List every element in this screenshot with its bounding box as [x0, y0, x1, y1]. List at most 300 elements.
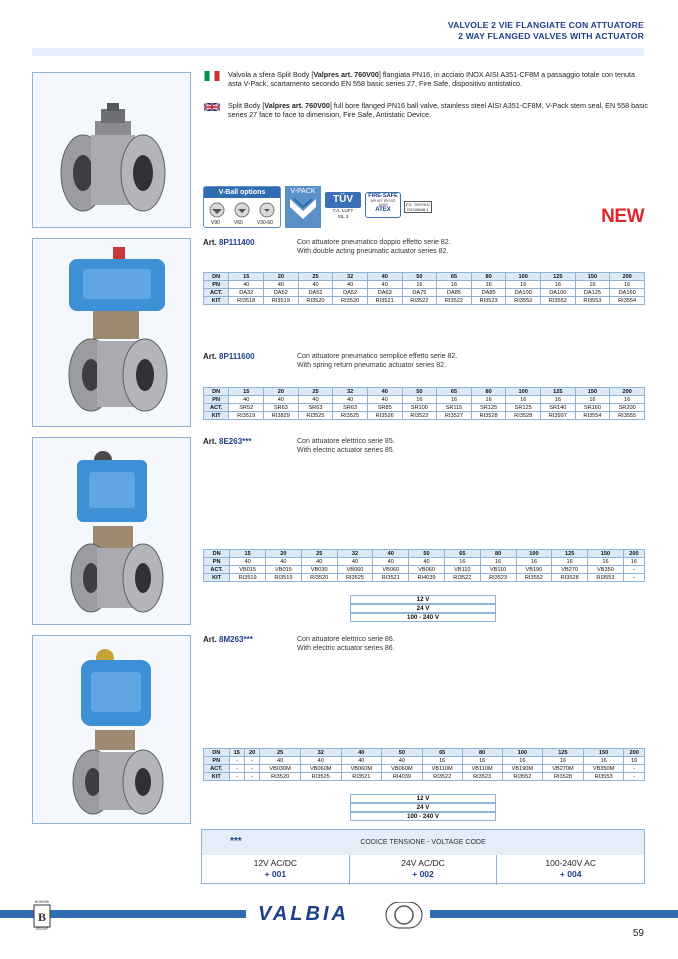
- vpack-label: V-PACK: [290, 188, 316, 195]
- table-cell: SR63: [264, 404, 299, 412]
- spec-table-8p111400: [203, 272, 645, 305]
- table-cell: DA75: [402, 289, 437, 297]
- row-label: PN: [204, 558, 230, 566]
- valve-drawing: [33, 73, 191, 228]
- table-cell: RI3525: [298, 412, 333, 420]
- table-cell: -: [623, 566, 644, 574]
- table-cell: 40: [264, 396, 299, 404]
- table-cell: VB060: [337, 566, 373, 574]
- intro-en-post: ] full bore flanged PN16 ball valve, stainless steel AISI A351-CF8M, V-Pack stem seal, EN 558 basic series 27 face to face to dimension, Fire Safe, Antistatic Device.: [228, 100, 648, 120]
- table-cell: 40: [373, 558, 409, 566]
- table-cell: 100: [502, 749, 543, 757]
- table-cell: -: [244, 757, 259, 765]
- table-cell: 40: [409, 558, 445, 566]
- table-cell: DA32: [229, 289, 264, 297]
- table-row: [204, 388, 645, 396]
- firesafe-label: FIRE-SAFE: [368, 193, 398, 199]
- table-cell: SR52: [229, 404, 264, 412]
- table-row: [204, 558, 645, 566]
- table-cell: 16: [471, 281, 506, 289]
- table-cell: RI3519: [230, 574, 266, 582]
- table-row: [204, 773, 645, 781]
- table-cell: DA52: [333, 289, 368, 297]
- table-cell: DA125: [575, 289, 610, 297]
- table-cell: 150: [588, 550, 624, 558]
- table-cell: 200: [623, 550, 644, 558]
- table-cell: 20: [264, 273, 299, 281]
- desc-en: With spring return pneumatic actuator series 82.: [297, 362, 447, 369]
- table-cell: RI3526: [367, 412, 402, 420]
- table-cell: 16: [402, 396, 437, 404]
- table-row: [204, 297, 645, 305]
- table-cell: DA52: [298, 289, 333, 297]
- table-cell: 40: [373, 550, 409, 558]
- header-bar: [32, 48, 644, 56]
- table-cell: RI3554: [575, 412, 610, 420]
- table-cell: RI3829: [264, 412, 299, 420]
- voltage-code: + 004: [559, 869, 582, 879]
- art-code: 8P111600: [219, 352, 255, 361]
- desc-en: With electric actuator series 85.: [297, 447, 395, 454]
- table-cell: RI3525: [333, 412, 368, 420]
- desc-it: Con attuatore pneumatico doppio effetto serie 82.: [297, 239, 451, 246]
- table-row: [204, 757, 645, 765]
- table-cell: SR200: [610, 404, 645, 412]
- table-cell: VB110M: [462, 765, 502, 773]
- article-description: [297, 352, 457, 370]
- table-cell: 40: [367, 396, 402, 404]
- table-cell: VB015: [266, 566, 302, 574]
- vball-title: V-Ball options: [204, 187, 280, 198]
- table-cell: RI3521: [367, 297, 402, 305]
- table-cell: RI3520: [333, 297, 368, 305]
- table-cell: 40: [301, 558, 337, 566]
- group-logo-bottom: GROUP: [35, 927, 49, 931]
- voltage-code-box: [201, 829, 645, 884]
- table-cell: 16: [552, 558, 588, 566]
- vball-label-v30-60: V30-60: [256, 220, 273, 226]
- table-cell: DA85: [471, 289, 506, 297]
- table-cell: 65: [437, 388, 472, 396]
- tuv-sub: T.A. LUFT: [332, 208, 354, 213]
- table-cell: VB060: [409, 566, 445, 574]
- table-row: [204, 566, 645, 574]
- table-cell: 40: [367, 281, 402, 289]
- table-cell: VB030: [301, 566, 337, 574]
- table-cell: 65: [422, 749, 462, 757]
- table-row: [204, 550, 645, 558]
- table-cell: RI3522: [437, 297, 472, 305]
- spec-table-8m263: [203, 748, 645, 781]
- table-cell: RI3520: [301, 574, 337, 582]
- table-cell: 16: [588, 558, 624, 566]
- table-row: [204, 765, 645, 773]
- valbia-logo: VALBIA: [258, 903, 349, 925]
- article-8p111600: [203, 352, 255, 361]
- table-cell: RI3552: [502, 773, 543, 781]
- table-cell: SR85: [367, 404, 402, 412]
- table-cell: RI3527: [437, 412, 472, 420]
- table-cell: DA52: [264, 289, 299, 297]
- table-cell: -: [624, 765, 645, 773]
- desc-it: Con attuatore pneumatico semplice effetto serie 82.: [297, 353, 458, 360]
- table-cell: DA100: [541, 289, 576, 297]
- article-8m263: [203, 635, 253, 644]
- voltage-code: + 001: [264, 869, 287, 879]
- table-row: [204, 289, 645, 297]
- vpack-badge: [285, 186, 321, 228]
- article-description: [297, 437, 395, 455]
- table-cell: 40: [266, 558, 302, 566]
- table-cell: SR160: [575, 404, 610, 412]
- row-label: PN: [204, 281, 229, 289]
- table-cell: RI3528: [506, 412, 541, 420]
- table-cell: 15: [230, 550, 266, 558]
- table-cell: 32: [337, 550, 373, 558]
- row-label: PN: [204, 757, 230, 765]
- table-cell: VB110: [480, 566, 516, 574]
- table-cell: 40: [341, 757, 382, 765]
- table-cell: DA160: [610, 289, 645, 297]
- table-cell: 16: [610, 281, 645, 289]
- table-cell: 40: [298, 396, 333, 404]
- firesafe-sub: API 607 EN ISO 10497: [370, 199, 396, 207]
- table-cell: 50: [402, 273, 437, 281]
- art-code: 8E263***: [219, 437, 252, 446]
- intro-it-pre: Valvola a sfera Split Body [: [228, 70, 314, 79]
- art-label: Art.: [203, 238, 217, 247]
- table-cell: 16: [623, 558, 644, 566]
- table-cell: 40: [260, 757, 301, 765]
- art-label: Art.: [203, 635, 217, 644]
- table-cell: RI3525: [300, 773, 341, 781]
- electric-actuator-86-photo: [32, 635, 191, 824]
- intro-it-post: ] flangiata PN16, in acciaio INOX AISI A351-CF8M a passaggio totale con tenuta asta V-Pack, scartamento secondo EN 558 basic series 27, Fire Safe, dispositivo antistatico.: [228, 70, 636, 89]
- intro-italian: [228, 70, 648, 89]
- voltage-code-12v: [202, 855, 350, 885]
- table-cell: RI4039: [409, 574, 445, 582]
- table-cell: 16: [437, 396, 472, 404]
- tuv-sub2: SIL 3: [337, 214, 349, 219]
- header-title-it: VALVOLE 2 VIE FLANGIATE CON ATTUATORE: [447, 20, 644, 30]
- table-cell: 15: [229, 749, 244, 757]
- table-cell: 150: [575, 273, 610, 281]
- voltage-label: 24V AC/DC: [401, 858, 445, 868]
- table-cell: DA85: [437, 289, 472, 297]
- desc-en: With electric actuator series 86.: [297, 645, 395, 652]
- table-cell: 16: [402, 281, 437, 289]
- table-cell: 65: [437, 273, 472, 281]
- vball-label-v90: V90: [211, 220, 220, 226]
- table-cell: 50: [382, 749, 423, 757]
- table-cell: 40: [382, 757, 423, 765]
- intro-it-bold: Valpres art. 760V00: [313, 70, 379, 79]
- table-cell: 80: [471, 273, 506, 281]
- table-cell: SR140: [541, 404, 576, 412]
- fe-tested-label: F.E. TESTED: [406, 202, 430, 207]
- row-label: ACT.: [204, 404, 229, 412]
- desc-en: With double acting pneumatic actuator series 82.: [297, 248, 449, 255]
- voltage-row: 100 - 240 V: [350, 613, 496, 622]
- group-logo-top: BONOMI: [34, 900, 50, 904]
- voltage-row: 24 V: [350, 604, 496, 613]
- table-cell: DA100: [506, 289, 541, 297]
- table-cell: RI3519: [229, 412, 264, 420]
- table-cell: 200: [624, 749, 645, 757]
- table-cell: 50: [409, 550, 445, 558]
- table-row: [204, 396, 645, 404]
- voltage-label: 12V AC/DC: [253, 858, 298, 868]
- table-cell: 16: [444, 558, 480, 566]
- vpack-chevron-icon: [286, 195, 320, 223]
- table-cell: 125: [541, 273, 576, 281]
- table-cell: 65: [444, 550, 480, 558]
- table-cell: RI3523: [462, 773, 502, 781]
- intro-en-pre: Split Body [: [228, 100, 265, 110]
- row-label: DN: [204, 273, 229, 281]
- page-footer: [0, 902, 678, 932]
- table-cell: RI3553: [583, 773, 624, 781]
- intro-text: [204, 70, 648, 132]
- table-cell: 40: [367, 388, 402, 396]
- table-cell: 16: [543, 757, 584, 765]
- table-cell: 20: [266, 550, 302, 558]
- voltage-row: 12 V: [350, 794, 496, 803]
- table-cell: RI3525: [337, 574, 373, 582]
- table-cell: VB190M: [502, 765, 543, 773]
- table-cell: RI3518: [229, 297, 264, 305]
- table-cell: 20: [244, 749, 259, 757]
- pneumatic-valve-drawing: [33, 239, 191, 427]
- table-cell: DA63: [367, 289, 402, 297]
- table-cell: 150: [583, 749, 624, 757]
- table-cell: 150: [575, 388, 610, 396]
- table-cell: 40: [229, 396, 264, 404]
- intro-en-bold: Valpres art. 760V00: [264, 100, 330, 110]
- table-cell: 40: [341, 749, 382, 757]
- table-cell: 40: [229, 281, 264, 289]
- pneumatic-actuator-photo: [32, 238, 191, 427]
- table-cell: 100: [516, 550, 552, 558]
- table-cell: RI3519: [264, 297, 299, 305]
- row-label: ACT.: [204, 289, 229, 297]
- table-cell: 16: [471, 396, 506, 404]
- table-row: [204, 574, 645, 582]
- table-cell: RI3521: [341, 773, 382, 781]
- uk-flag-icon: [204, 102, 220, 112]
- table-cell: 40: [264, 281, 299, 289]
- art-label: Art.: [203, 437, 217, 446]
- table-row: [204, 404, 645, 412]
- svg-text:B: B: [37, 910, 47, 924]
- table-cell: 16: [506, 281, 541, 289]
- table-cell: RI3520: [298, 297, 333, 305]
- table-cell: -: [229, 757, 244, 765]
- table-cell: RI3528: [552, 574, 588, 582]
- table-cell: VB270M: [543, 765, 584, 773]
- table-cell: RI3552: [541, 297, 576, 305]
- intro-english: [228, 101, 648, 120]
- table-cell: 16: [610, 396, 645, 404]
- table-cell: SR63: [333, 404, 368, 412]
- row-label: ACT.: [204, 566, 230, 574]
- table-cell: -: [229, 773, 244, 781]
- vball-icons: [204, 200, 280, 220]
- table-cell: RI3553: [575, 297, 610, 305]
- article-8p111400: [203, 238, 255, 247]
- table-cell: 40: [337, 558, 373, 566]
- table-cell: RI3519: [266, 574, 302, 582]
- electric85-valve-drawing: [33, 438, 191, 625]
- table-cell: 16: [480, 558, 516, 566]
- certification-badges: [203, 186, 435, 228]
- table-cell: 16: [575, 281, 610, 289]
- table-cell: SR63: [298, 404, 333, 412]
- spec-table-8e263: [203, 549, 645, 582]
- table-cell: 16: [502, 757, 543, 765]
- spec-table-8p111600: [203, 387, 645, 420]
- electric-actuator-85-photo: [32, 437, 191, 625]
- atex-label: ATEX: [375, 207, 391, 213]
- table-cell: VB190: [516, 566, 552, 574]
- table-cell: 125: [543, 749, 584, 757]
- table-cell: -: [244, 773, 259, 781]
- fe-tested-sub: ISO15848-1: [407, 207, 429, 212]
- table-cell: RI3521: [373, 574, 409, 582]
- voltage-code-stars: ***: [230, 836, 242, 847]
- art-code: 8M263***: [219, 635, 253, 644]
- art-label: Art.: [203, 352, 217, 361]
- page-number: 59: [632, 928, 644, 939]
- table-cell: RI3554: [610, 297, 645, 305]
- table-cell: 40: [367, 273, 402, 281]
- valve-photo: [32, 72, 191, 228]
- table-cell: VB270: [552, 566, 588, 574]
- table-cell: 25: [260, 749, 301, 757]
- table-cell: VB060: [373, 566, 409, 574]
- electric86-valve-drawing: [33, 636, 191, 824]
- table-cell: VB060M: [382, 765, 423, 773]
- table-cell: RI3522: [402, 412, 437, 420]
- voltage-code-100-240v: [497, 855, 644, 885]
- vball-label-v60: V60: [233, 220, 243, 226]
- article-description: [297, 635, 395, 653]
- table-cell: 16: [516, 558, 552, 566]
- table-cell: RI3553: [588, 574, 624, 582]
- table-cell: VB060M: [341, 765, 382, 773]
- table-cell: RI3522: [422, 773, 462, 781]
- vball-options-badge: [203, 186, 281, 228]
- table-cell: -: [624, 773, 645, 781]
- table-cell: 25: [298, 273, 333, 281]
- table-cell: 16: [541, 396, 576, 404]
- table-cell: VB350M: [583, 765, 624, 773]
- voltage-row: 100 - 240 V: [350, 812, 496, 821]
- tuv-badge: [325, 192, 361, 226]
- table-cell: 80: [480, 550, 516, 558]
- table-cell: 32: [333, 273, 368, 281]
- page-header: [448, 20, 644, 42]
- table-cell: 15: [229, 388, 264, 396]
- table-cell: RI4039: [382, 773, 423, 781]
- table-cell: 40: [300, 757, 341, 765]
- table-cell: SR100: [402, 404, 437, 412]
- table-cell: RI3523: [480, 574, 516, 582]
- table-cell: VB110: [444, 566, 480, 574]
- table-cell: 200: [610, 273, 645, 281]
- table-cell: 80: [462, 749, 502, 757]
- table-cell: RI3520: [260, 773, 301, 781]
- voltage-code-header: [202, 830, 644, 855]
- table-row: [204, 273, 645, 281]
- table-cell: 16: [624, 757, 645, 765]
- table-cell: RI3522: [444, 574, 480, 582]
- table-cell: 32: [333, 388, 368, 396]
- table-cell: SR115: [437, 404, 472, 412]
- table-cell: 16: [506, 396, 541, 404]
- row-label: PN: [204, 396, 229, 404]
- firesafe-atex-badge: [365, 192, 435, 226]
- table-cell: 25: [298, 388, 333, 396]
- table-cell: 32: [300, 749, 341, 757]
- table-cell: VB030M: [260, 765, 301, 773]
- italian-flag-icon: [204, 71, 220, 81]
- row-label: KIT: [204, 297, 229, 305]
- voltage-code-24v: [350, 855, 498, 885]
- voltage-row: 24 V: [350, 803, 496, 812]
- row-label: DN: [204, 388, 229, 396]
- table-row: [204, 749, 645, 757]
- table-row: [204, 412, 645, 420]
- table-cell: 16: [437, 281, 472, 289]
- table-cell: 100: [506, 388, 541, 396]
- voltage-row: 12 V: [350, 595, 496, 604]
- voltage-label: 100-240V AC: [545, 858, 596, 868]
- table-cell: 16: [583, 757, 624, 765]
- table-cell: RI3522: [402, 297, 437, 305]
- table-cell: -: [623, 574, 644, 582]
- table-cell: RI3528: [471, 412, 506, 420]
- table-cell: 125: [541, 388, 576, 396]
- table-cell: RI3528: [543, 773, 584, 781]
- table-cell: 40: [333, 281, 368, 289]
- row-label: DN: [204, 550, 230, 558]
- article-description: [297, 238, 451, 256]
- table-cell: 15: [229, 273, 264, 281]
- table-cell: 80: [471, 388, 506, 396]
- table-cell: 200: [610, 388, 645, 396]
- table-cell: VB015: [230, 566, 266, 574]
- table-cell: 25: [301, 550, 337, 558]
- row-label: KIT: [204, 412, 229, 420]
- table-cell: 16: [462, 757, 502, 765]
- table-cell: 100: [506, 273, 541, 281]
- tuv-label: TÜV: [325, 192, 361, 208]
- table-cell: VB110M: [422, 765, 462, 773]
- row-label: DN: [204, 749, 230, 757]
- header-title-en: 2 WAY FLANGED VALVES WITH ACTUATOR: [458, 31, 644, 41]
- table-cell: 16: [541, 281, 576, 289]
- row-label: KIT: [204, 574, 230, 582]
- article-8e263: [203, 437, 252, 446]
- desc-it: Con attuatore elettrico serie 86.: [297, 636, 395, 643]
- table-cell: VB350: [588, 566, 624, 574]
- table-cell: RI3555: [610, 412, 645, 420]
- table-cell: 40: [298, 281, 333, 289]
- voltage-code: + 002: [412, 869, 434, 879]
- art-code: 8P111400: [219, 238, 255, 247]
- desc-it: Con attuatore elettrico serie 85.: [297, 438, 395, 445]
